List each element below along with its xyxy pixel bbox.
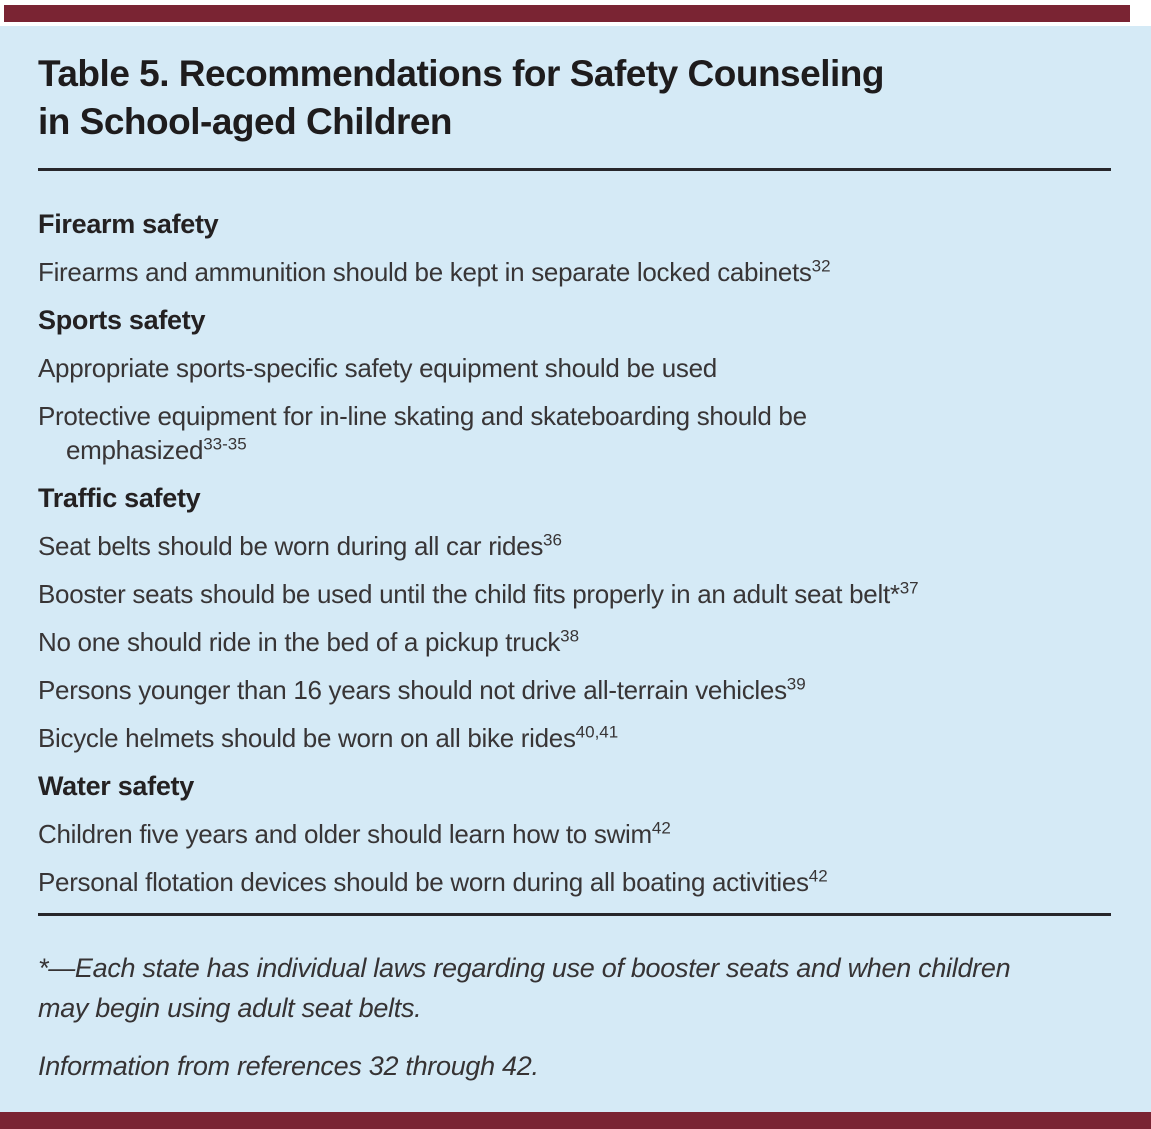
footnote-divider: [38, 913, 1111, 916]
reference-superscript: 37: [899, 578, 919, 598]
section-heading: Firearm safety: [38, 209, 219, 239]
footnote-line: may begin using adult seat belts.: [38, 993, 422, 1023]
reference-superscript: 38: [560, 626, 580, 646]
title-divider: [38, 168, 1111, 171]
table-row-line: [38, 817, 1111, 851]
recommendation-text: No one should ride in the bed of a pickup truck: [38, 627, 561, 657]
reference-superscript: 40,41: [575, 722, 619, 742]
table-title: [38, 50, 1018, 146]
footnote-source: Information from references 32 through 42.: [38, 1051, 539, 1081]
reference-superscript: 33-35: [203, 434, 247, 454]
recommendation-text: Protective equipment for in-line skating and skateboarding should be: [38, 401, 807, 431]
table-row-line: [38, 865, 1111, 899]
table-row-line: [38, 625, 1111, 659]
table-title-line1: Table 5. Recommendations for Safety Counseling: [38, 53, 884, 94]
table-row-line: [38, 529, 1111, 563]
table-row: [38, 255, 1111, 289]
recommendation-text: Appropriate sports-specific safety equipment should be used: [38, 353, 717, 383]
table-row-line: [38, 673, 1111, 707]
top-accent-bar: [4, 5, 1130, 22]
recommendation-text: Seat belts should be worn during all car rides: [38, 531, 544, 561]
table-row: [38, 577, 1111, 611]
footnote-line: *—Each state has individual laws regarding use of booster seats and when children: [38, 953, 1011, 983]
reference-superscript: 32: [811, 256, 831, 276]
footnote-asterisk: [38, 948, 1111, 1028]
reference-superscript: 42: [651, 818, 671, 838]
section-heading: Traffic safety: [38, 483, 201, 513]
table-row-line: [38, 721, 1111, 755]
recommendation-text: Personal flotation devices should be worn during all boating activities: [38, 867, 809, 897]
table-row: [38, 351, 1111, 385]
footnotes: [38, 948, 1111, 1086]
table-row: [38, 625, 1111, 659]
bottom-accent-bar: [0, 1112, 1151, 1129]
section-heading: Sports safety: [38, 305, 206, 335]
recommendation-text: Persons younger than 16 years should not drive all-terrain vehicles: [38, 675, 787, 705]
recommendation-text: Firearms and ammunition should be kept in separate locked cabinets: [38, 257, 812, 287]
table-row: [38, 721, 1111, 755]
reference-superscript: 39: [786, 674, 806, 694]
table-row: [38, 817, 1111, 851]
recommendation-text: emphasized: [66, 435, 204, 465]
recommendation-text: Bicycle helmets should be worn on all bike rides: [38, 723, 576, 753]
table-row-line: [38, 577, 1111, 611]
table-row-line: [38, 399, 1111, 433]
table-panel: [0, 26, 1151, 1112]
table-body: [38, 207, 1111, 899]
table-row: [38, 865, 1111, 899]
table-row-line: [38, 351, 1111, 385]
recommendation-text: Booster seats should be used until the child fits properly in an adult seat belt*: [38, 579, 900, 609]
table-row: [38, 399, 1111, 467]
table-row: [38, 673, 1111, 707]
table-row: [38, 529, 1111, 563]
table-row-line: [38, 255, 1111, 289]
table-row-line: [66, 433, 1111, 467]
reference-superscript: 42: [808, 866, 828, 886]
reference-superscript: 36: [543, 530, 562, 550]
recommendation-text: Children five years and older should learn how to swim: [38, 819, 652, 849]
section-heading: Water safety: [38, 771, 194, 801]
table-title-line2: in School-aged Children: [38, 101, 453, 142]
